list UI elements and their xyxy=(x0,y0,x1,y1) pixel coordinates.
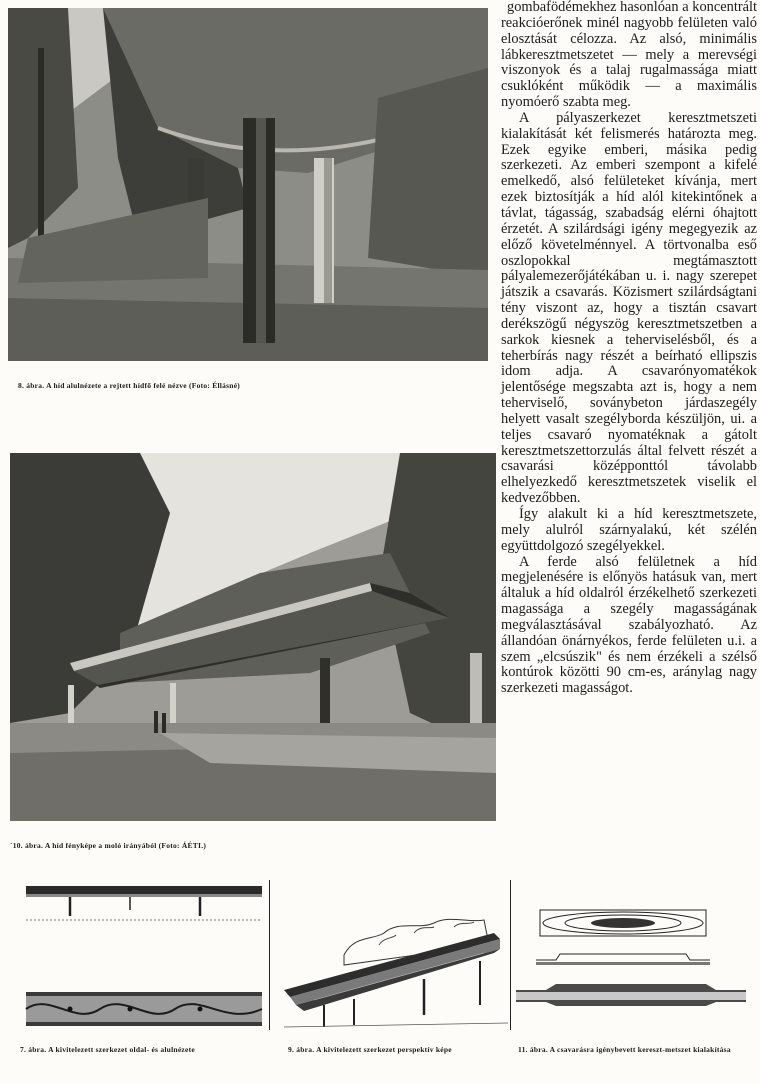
paragraph-2: A pályaszerkezet keresztmetszeti kialakítását két felismerés határozta meg. Ezek egyike emberi, másika pedig szerkezeti. Az emberi szempont a kifelé emelkedő, alsó felületeket kívánja, mert ezek biztosítják a híd alól kitekintőnek a távlat, tágasság, szabadság elérni óhajtott érzetét. A szilárdsági igény megegyezik az előző követelménnyel. A törtvonalba eső oszlopokkal megtámasztott pályalemezerőjátékában u. i. nagy szerepet játszik a csavarás. Közismert szilárdságtani tény viszont az, hogy a tisztán csavart derékszögű négyszög keresztmetszetben a sarkok kiesnek a teherviselésből, és a teherbírás nagy részét a beírható ellipszis idom adja. A csavarónyomatékok jelentősége megszabta azt is, hogy a nem teherviselő, soványbeton járdaszegély helyett vasalt szegélyborda készüljön, ui. a teljes csavaró nyomatéknak a gátolt keresztmetszettorzulás által felvett részét a csavarási középponttól távolabb elhelyezkedő keresztmetszetek viselik el kedvezőbben. xyxy=(501,109,757,507)
cross-section-drawing xyxy=(516,880,752,1030)
figure-8-photo xyxy=(8,8,488,361)
figure-9-drawing xyxy=(284,905,508,1030)
figure-10-photo xyxy=(10,453,496,821)
bridge-underside-image xyxy=(8,8,488,361)
paragraph-4: A ferde alsó felületnek a híd megjelenésére is előnyös hatásuk van, mert általuk a híd oldalról érzékelhető szerkezeti magassága a szegély magasságának megválasztásával szabályozható. Az állandóan önárnyékos, ferde felületen u.i. a szem „elcsúszik" és nem érzékeli a szélső kontúrok közötti 90 cm-es, aránylag nagy szerkezeti magasságot. xyxy=(501,553,757,697)
figure-10-caption: `10. ábra. A híd fényképe a moló irányából (Foto: ÁÉTI.) xyxy=(10,841,207,850)
paragraph-3: Így alakult ki a híd keresztmetszete, mely alulról szárnyalakú, két szélén együttdolgozó szegélyekkel. xyxy=(501,506,757,554)
figure-11-drawing xyxy=(516,880,752,1030)
perspective-drawing xyxy=(284,905,508,1030)
figure-8-caption: 8. ábra. A híd alulnézete a rejtett hídfő felé nézve (Foto: Éllásné) xyxy=(18,381,241,390)
figure-7-caption: 7. ábra. A kivitelezett szerkezet oldal- és alulnézete xyxy=(20,1045,195,1054)
bridge-side-view-image xyxy=(10,453,496,821)
divider-left xyxy=(269,880,270,1030)
paragraph-1: gombafödémekhez hasonlóan a koncentrált reakcióerőnek minél nagyobb felületen való elosztását célozza. Az alsó, minimális lábkeresztmetszetet — mely a merevségi viszonyok és a talaj rugalmassága miatt csuklóként működik — a maximális nyomóerő szabta meg. xyxy=(501,0,757,111)
figure-9-caption: 9. ábra. A kivitelezett szerkezet perspektív képe xyxy=(288,1045,452,1054)
body-text-column xyxy=(501,0,757,697)
figure-11-caption: 11. ábra. A csavarásra igénybevett kereszt-metszet kialakítása xyxy=(518,1045,731,1054)
side-and-bottom-view-drawing xyxy=(20,880,268,1040)
divider-right xyxy=(510,880,511,1030)
figure-7-drawing xyxy=(20,880,268,1040)
